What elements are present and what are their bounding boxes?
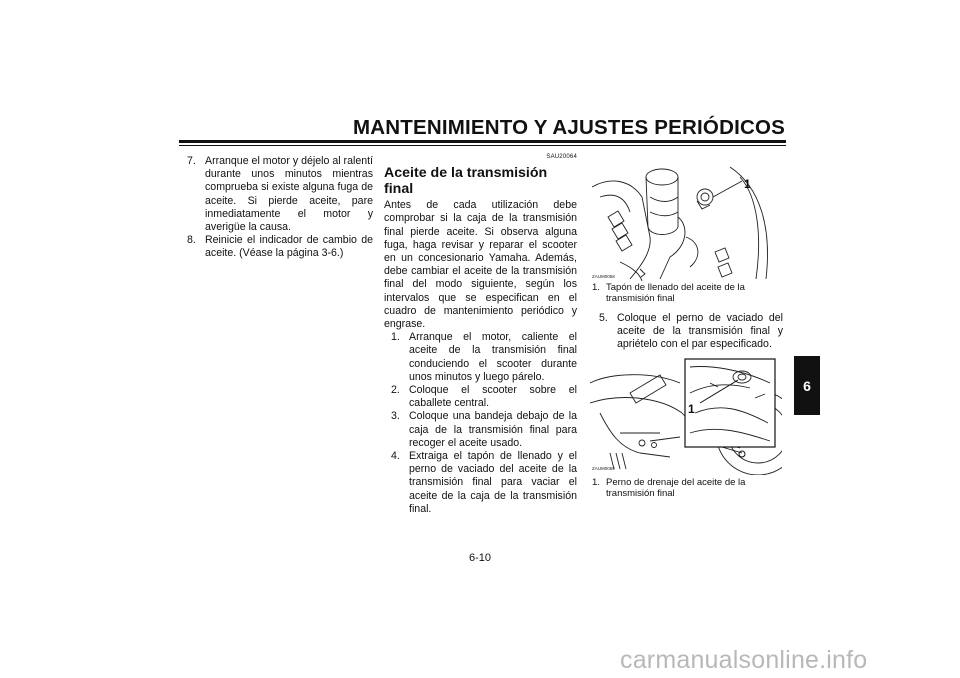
list-item-number: 4. — [391, 450, 400, 463]
figure-code: ZAUM0059 — [592, 466, 615, 471]
list-item — [187, 234, 373, 260]
figure-callout-number: 1 — [744, 177, 751, 191]
figure2-caption — [592, 477, 782, 499]
caption-text: Tapón de llenado del aceite de la transmisión final — [606, 282, 745, 304]
header-rule-thin — [179, 145, 786, 146]
list-item-text: Coloque una bandeja debajo de la caja de la transmisión final para recoger el aceite usado. — [409, 410, 577, 449]
middle-column — [384, 151, 577, 516]
list-item-text: Coloque el perno de vaciado del aceite de la transmisión final y apriételo con el par especificado. — [617, 312, 783, 351]
list-item-number: 5. — [599, 312, 608, 324]
figure-filler-cap — [590, 157, 782, 281]
caption-item — [592, 282, 782, 304]
step-5 — [599, 312, 783, 352]
list-item — [391, 384, 577, 410]
list-item-number: 7. — [187, 155, 196, 167]
section-heading: Aceite de la transmisión final — [384, 165, 548, 198]
watermark: carmanualsonline.info — [620, 646, 868, 674]
caption-number: 1. — [592, 282, 600, 293]
list-item-text: Extraiga el tapón de llenado y el perno de vaciado del aceite de la transmisión final para vaciar el aceite de la caja de la transmisión final. — [409, 450, 577, 515]
figure-callout-number: 1 — [688, 402, 695, 416]
list-item-number: 8. — [187, 234, 196, 247]
list-item-number: 2. — [391, 384, 400, 397]
intro-paragraph: Antes de cada utilización debe comprobar si la caja de la transmisión final pierde aceite. Si observa alguna fuga, haga revisar y reparar el scooter en un concesionario Yamaha. Además, debe cambiar el aceite de la transmisión final del modo siguiente, según los intervalos que se especifican en el cuadro de mantenimiento periódico y engrase. — [384, 199, 577, 331]
list-item — [391, 450, 577, 516]
list-item — [391, 331, 577, 384]
page-number: 6-10 — [468, 552, 492, 564]
section-code: SAU20064 — [546, 154, 577, 160]
list-item-number: 3. — [391, 410, 400, 423]
list-item-number: 1. — [391, 331, 400, 344]
list-item-text: Arranque el motor, caliente el aceite de la transmisión final conduciendo el scooter durante unos minutos y luego párelo. — [409, 331, 577, 383]
figure-inset-frame — [685, 359, 775, 447]
list-item — [187, 155, 373, 234]
list-item-text: Coloque el scooter sobre el caballete central. — [409, 384, 577, 410]
list-item-text: Reinicie el indicador de cambio de aceite. (Véase la página 3-6.) — [205, 234, 373, 260]
caption-number: 1. — [592, 477, 600, 488]
caption-item — [592, 477, 782, 499]
figure-drain-bolt — [590, 353, 782, 475]
section-tab: 6 — [794, 356, 820, 415]
header-rule-thick — [179, 140, 786, 143]
figure1-caption — [592, 282, 782, 304]
caption-text: Perno de drenaje del aceite de la transmisión final — [606, 477, 746, 499]
list-item — [599, 312, 783, 352]
list-item-text: Arranque el motor y déjelo al ralentí durante unos minutos mientras comprueba si existe alguna fuga de aceite. Si pierde aceite, pare inmediatamente el motor y averigüe la causa. — [205, 155, 373, 234]
page-header: MANTENIMIENTO Y AJUSTES PERIÓDICOS — [352, 116, 785, 139]
figure-code: ZAUM0058 — [592, 274, 615, 279]
steps-list — [384, 331, 577, 516]
list-item — [391, 410, 577, 450]
left-column — [187, 155, 373, 261]
